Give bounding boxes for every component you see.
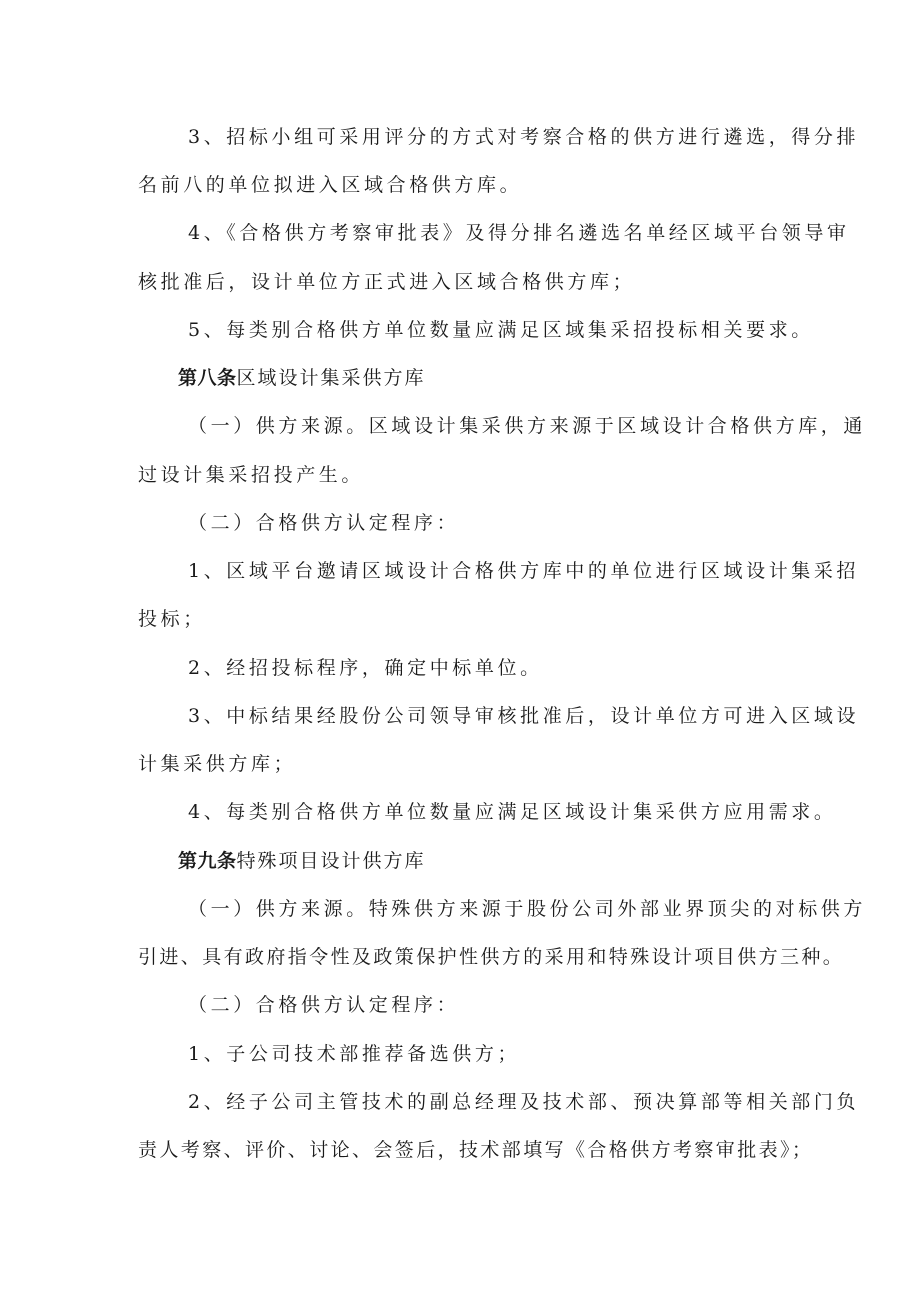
paragraph-line: （二）合格供方认定程序： (188, 512, 460, 534)
paragraph-line: （一）供方来源。特殊供方来源于股份公司外部业界顶尖的对标供方 (188, 898, 867, 920)
article-title: 区域设计集采供方库 (236, 367, 426, 389)
paragraph-line: 3、中标结果经股份公司领导审核批准后，设计单位方可进入区域设 (188, 705, 860, 727)
paragraph-line: 2、经招投标程序，确定中标单位。 (188, 657, 543, 679)
paragraph-line: 名前八的单位拟进入区域合格供方库。 (138, 174, 523, 196)
paragraph-line: 引进、具有政府指令性及政策保护性供方的采用和特殊设计项目供方三种。 (138, 946, 845, 968)
paragraph-line: 2、经子公司主管技术的副总经理及技术部、预决算部等相关部门负 (188, 1091, 860, 1113)
paragraph-line: 责人考察、评价、讨论、会签后，技术部填写《合格供方考察审批表》； (138, 1139, 814, 1161)
article-title: 特殊项目设计供方库 (236, 850, 426, 872)
paragraph-line: 4、每类别合格供方单位数量应满足区域设计集采供方应用需求。 (188, 801, 837, 823)
paragraph-line: 过设计集采招投产生。 (138, 464, 365, 486)
paragraph-line: 4、《合格供方考察审批表》及得分排名遴选名单经区域平台领导审 (188, 222, 850, 244)
paragraph-line: 1、子公司技术部推荐备选供方； (188, 1043, 521, 1065)
paragraph-line: （二）合格供方认定程序： (188, 994, 460, 1016)
paragraph-line: 投标； (138, 608, 206, 630)
paragraph-line: 1、区域平台邀请区域设计合格供方库中的单位进行区域设计集采招 (188, 560, 860, 582)
article-heading-9 (178, 847, 426, 875)
paragraph-line: （一）供方来源。区域设计集采供方来源于区域设计合格供方库，通 (188, 415, 867, 437)
paragraph-line: 3、招标小组可采用评分的方式对考察合格的供方进行遴选，得分排 (188, 126, 860, 148)
article-heading-8 (178, 364, 426, 392)
article-number: 第八条 (178, 367, 237, 389)
paragraph-line: 计集采供方库； (138, 753, 297, 775)
article-number: 第九条 (178, 850, 237, 872)
paragraph-line: 核批准后，设计单位方正式进入区域合格供方库； (138, 271, 636, 293)
paragraph-line: 5、每类别合格供方单位数量应满足区域集采招投标相关要求。 (188, 319, 814, 341)
